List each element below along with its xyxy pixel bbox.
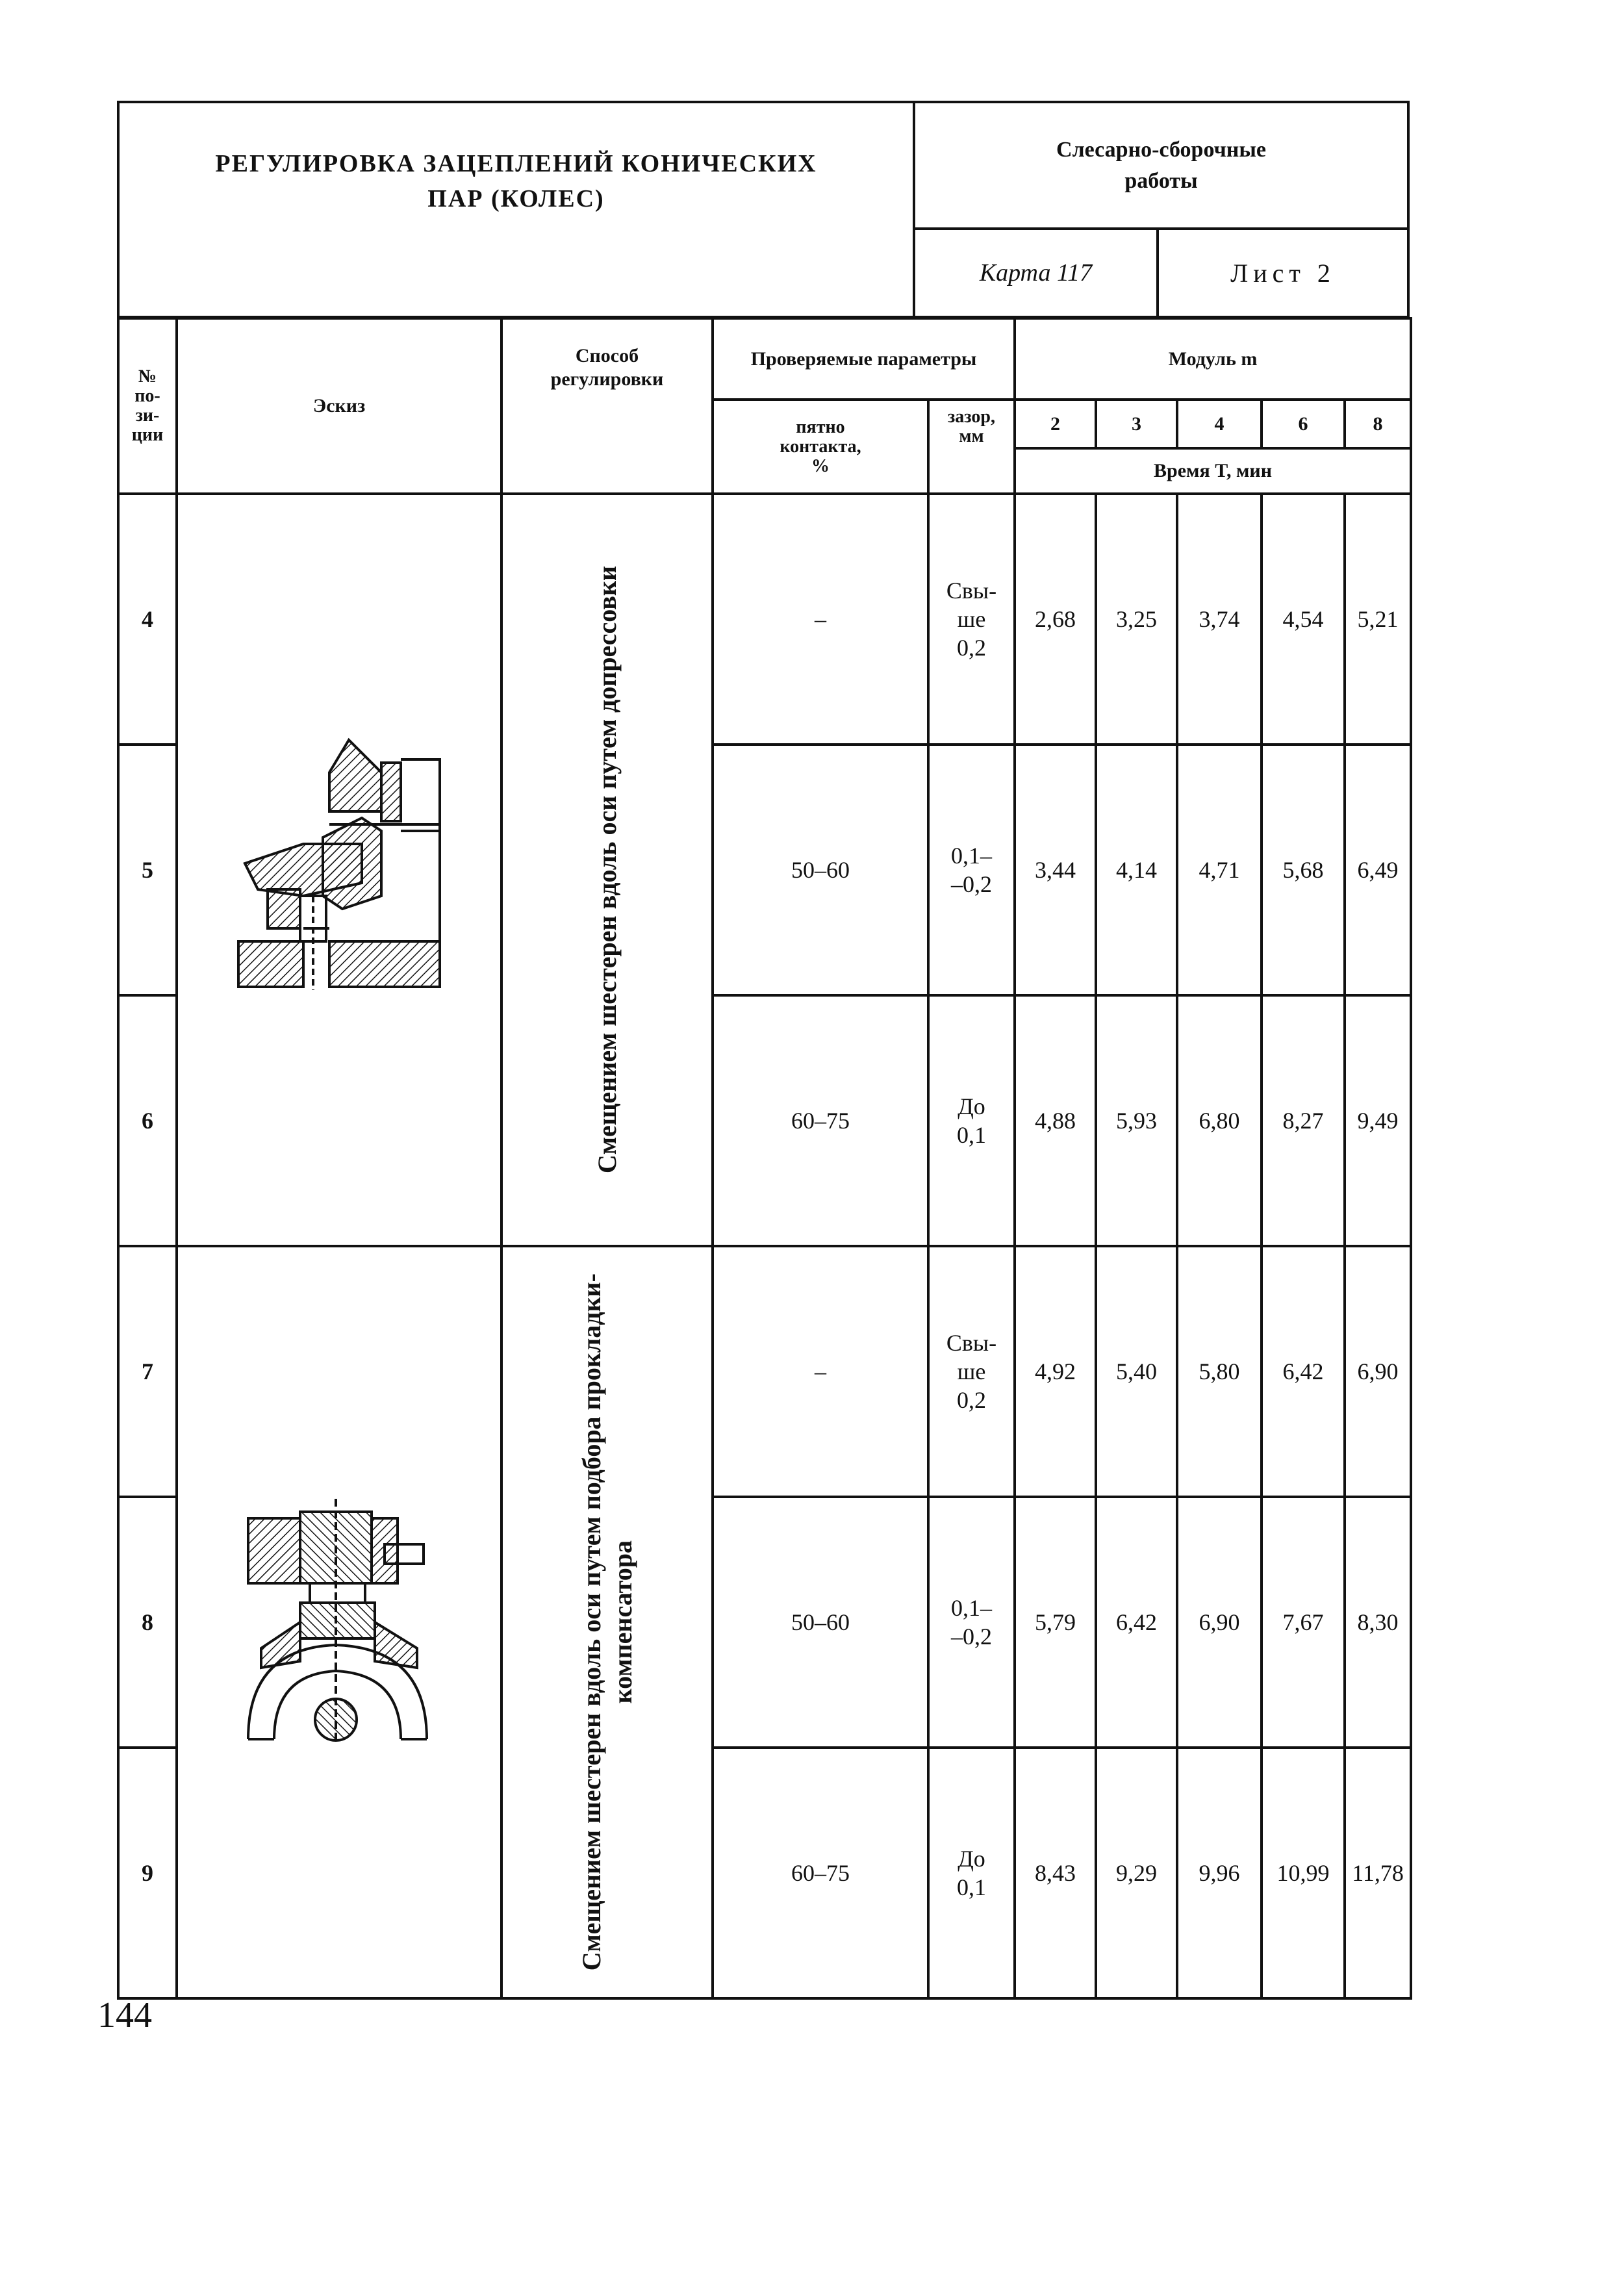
time-value: 6,42 <box>1096 1497 1177 1748</box>
method-cell <box>501 494 713 1246</box>
bevel-gear-shim-sketch <box>235 1492 443 1752</box>
gap-value: До 0,1 <box>928 995 1015 1246</box>
gap-value: Свы- ше 0,2 <box>928 1246 1015 1497</box>
time-value: 11,78 <box>1345 1748 1411 1998</box>
contact-value: 50–60 <box>713 745 928 995</box>
timing-table <box>117 317 1412 2000</box>
contact-value: – <box>713 1246 928 1497</box>
time-value: 4,71 <box>1177 745 1262 995</box>
time-value: 3,25 <box>1096 494 1177 745</box>
card-number: Карта 117 <box>915 230 1159 316</box>
module-value: 3 <box>1096 400 1177 448</box>
time-value: 9,96 <box>1177 1748 1262 1998</box>
gap-value: 0,1– –0,2 <box>928 745 1015 995</box>
time-value: 6,90 <box>1177 1497 1262 1748</box>
gap-value: До 0,1 <box>928 1748 1015 1998</box>
contact-value: 60–75 <box>713 1748 928 1998</box>
time-value: 9,29 <box>1096 1748 1177 1998</box>
module-value: 6 <box>1262 400 1345 448</box>
position-number: 7 <box>118 1246 177 1497</box>
method-text: Смещением шестерен вдоль оси путем подбора прокладки- компенсатора <box>576 1273 637 1971</box>
header-gap: зазор, мм <box>928 400 1015 494</box>
gap-value: 0,1– –0,2 <box>928 1497 1015 1748</box>
position-number: 6 <box>118 995 177 1246</box>
time-value: 4,14 <box>1096 745 1177 995</box>
time-value: 3,44 <box>1015 745 1096 995</box>
position-number: 4 <box>118 494 177 745</box>
time-value: 5,68 <box>1262 745 1345 995</box>
gap-value: Свы- ше 0,2 <box>928 494 1015 745</box>
time-value: 7,67 <box>1262 1497 1345 1748</box>
time-value: 9,49 <box>1345 995 1411 1246</box>
time-value: 5,21 <box>1345 494 1411 745</box>
table-row <box>118 1246 1411 1497</box>
time-value: 4,92 <box>1015 1246 1096 1497</box>
time-value: 6,42 <box>1262 1246 1345 1497</box>
time-value: 5,40 <box>1096 1246 1177 1497</box>
header-contact: пятно контакта, % <box>713 400 928 494</box>
time-value: 4,88 <box>1015 995 1096 1246</box>
table-row <box>118 494 1411 745</box>
time-value: 10,99 <box>1262 1748 1345 1998</box>
header-sketch: Эскиз <box>177 318 501 494</box>
header-method: Способ регулировки <box>501 318 713 494</box>
time-value: 6,80 <box>1177 995 1262 1246</box>
work-type: Слесарно-сборочные работы <box>915 103 1407 230</box>
time-value: 8,30 <box>1345 1497 1411 1748</box>
document-title: РЕГУЛИРОВКА ЗАЦЕПЛЕНИЙ КОНИЧЕСКИХ ПАР (КОЛЕС) <box>215 150 817 212</box>
card-header <box>117 101 1410 318</box>
header-time: Время T, мин <box>1015 448 1411 494</box>
time-value: 5,79 <box>1015 1497 1096 1748</box>
time-value: 8,27 <box>1262 995 1345 1246</box>
module-value: 4 <box>1177 400 1262 448</box>
time-value: 4,54 <box>1262 494 1345 745</box>
page-number: 144 <box>97 1995 152 2035</box>
sketch-cell <box>177 1246 501 1998</box>
method-text: Смещением шестерен вдоль оси путем допрессовки <box>592 566 622 1174</box>
position-number: 5 <box>118 745 177 995</box>
bevel-gear-press-fit-sketch <box>232 733 446 1006</box>
header-position: № по- зи- ции <box>118 318 177 494</box>
time-value: 2,68 <box>1015 494 1096 745</box>
header-module: Модуль m <box>1015 318 1411 400</box>
contact-value: 50–60 <box>713 1497 928 1748</box>
sketch-cell <box>177 494 501 1246</box>
sheet-number: Лист 2 <box>1230 258 1336 288</box>
time-value: 3,74 <box>1177 494 1262 745</box>
time-value: 5,80 <box>1177 1246 1262 1497</box>
method-cell <box>501 1246 713 1998</box>
position-number: 8 <box>118 1497 177 1748</box>
time-value: 5,93 <box>1096 995 1177 1246</box>
time-value: 8,43 <box>1015 1748 1096 1998</box>
header-title-box <box>120 103 915 316</box>
header-params: Проверяемые параметры <box>713 318 1015 400</box>
contact-value: – <box>713 494 928 745</box>
time-value: 6,49 <box>1345 745 1411 995</box>
module-value: 2 <box>1015 400 1096 448</box>
module-value: 8 <box>1345 400 1411 448</box>
position-number: 9 <box>118 1748 177 1998</box>
time-value: 6,90 <box>1345 1246 1411 1497</box>
header-info-box <box>915 103 1407 316</box>
contact-value: 60–75 <box>713 995 928 1246</box>
